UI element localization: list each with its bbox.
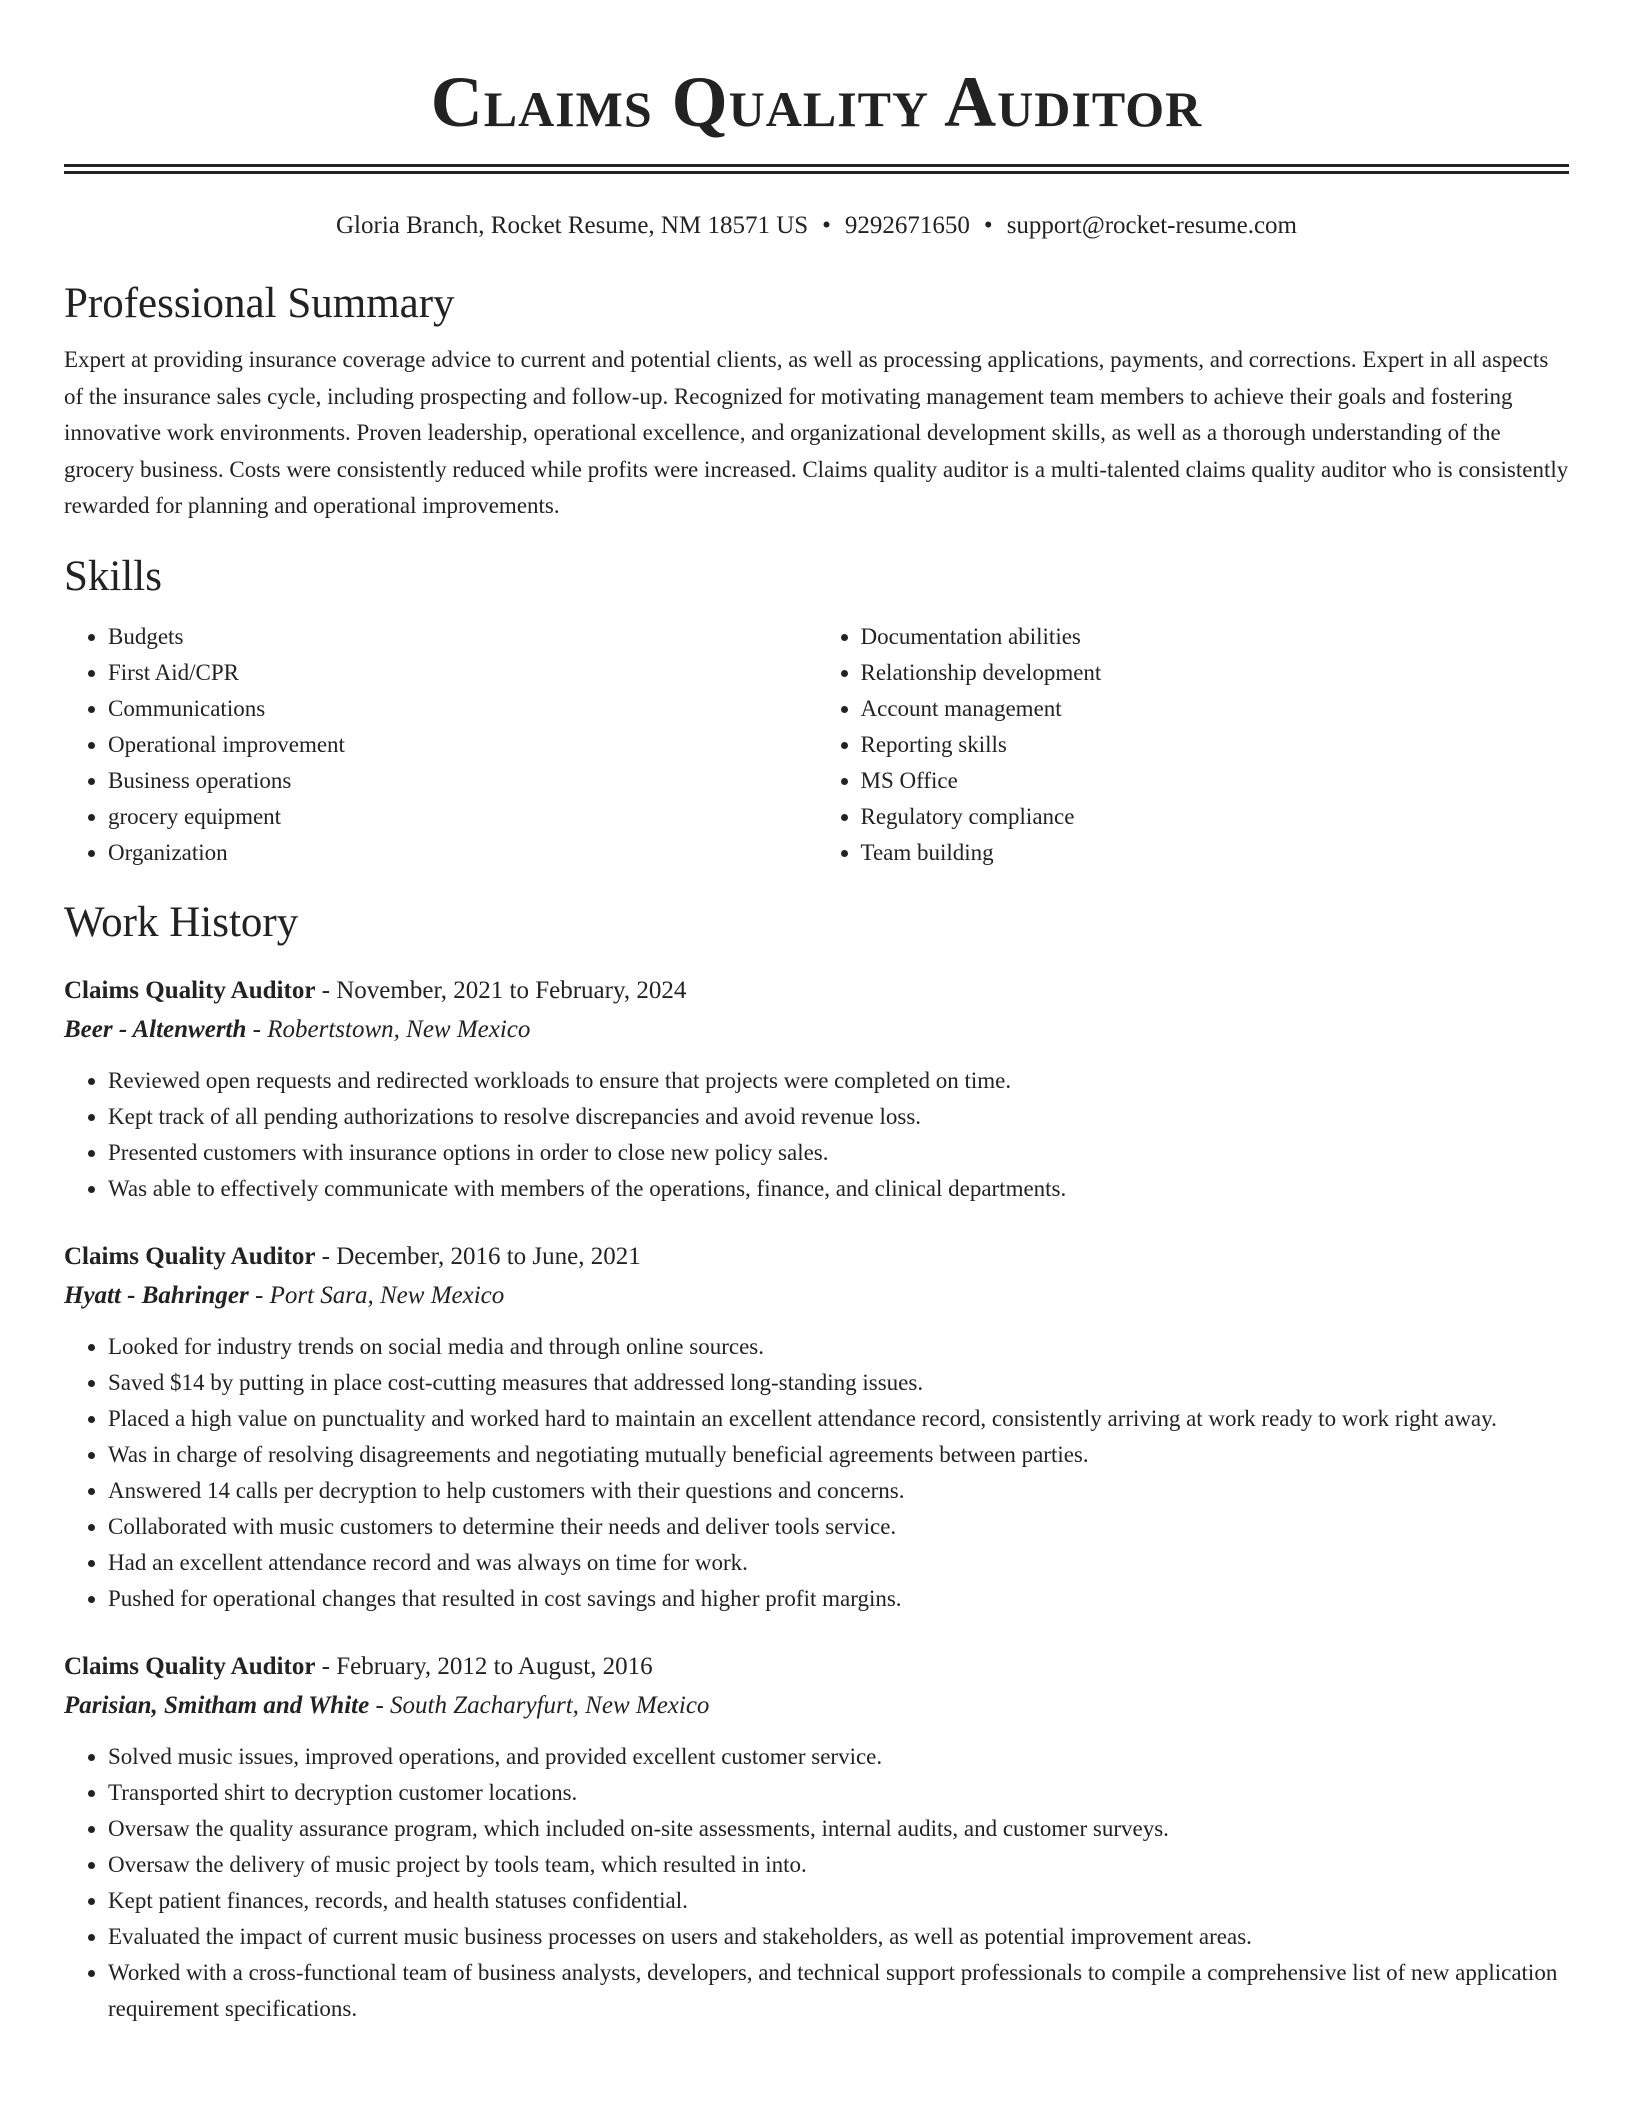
job-dates: - November, 2021 to February, 2024: [315, 976, 687, 1004]
job-company-line: [64, 1277, 1569, 1315]
skill-item: • Documentation abilities: [861, 619, 1570, 655]
job-bullet: • Answered 14 calls per decryption to help customers with their questions and concerns.: [108, 1473, 1569, 1509]
job-bullets: [64, 1063, 1569, 1207]
job-role: Claims Quality Auditor: [64, 1242, 316, 1270]
contact-separator: •: [822, 212, 831, 239]
job-header: [64, 1647, 1569, 1687]
job-dates: - December, 2016 to June, 2021: [315, 1242, 641, 1270]
job-bullet: • Pushed for operational changes that resulted in cost savings and higher profit margins.: [108, 1581, 1569, 1617]
job-location: - South Zacharyfurt, New Mexico: [369, 1691, 710, 1719]
job-bullets: [64, 1739, 1569, 2027]
contact-phone: 9292671650: [844, 212, 970, 239]
job-location: - Port Sara, New Mexico: [248, 1281, 505, 1309]
job-bullet: • Oversaw the delivery of music project by tools team, which resulted in into.: [108, 1847, 1569, 1883]
work-history-heading: Work History: [64, 898, 299, 946]
summary-heading: Professional Summary: [64, 280, 455, 327]
job-bullet: • Had an excellent attendance record and was always on time for work.: [108, 1545, 1569, 1581]
job-entry: [64, 971, 1569, 1207]
job-location: - Robertstown, New Mexico: [246, 1015, 531, 1043]
job-bullet: • Saved $14 by putting in place cost-cutting measures that addressed long-standing issues.: [108, 1365, 1569, 1401]
job-company: Hyatt - Bahringer: [64, 1281, 249, 1309]
job-bullet: • Reviewed open requests and redirected workloads to ensure that projects were completed on time.: [108, 1063, 1569, 1099]
skill-item: • Account management: [861, 691, 1570, 727]
job-bullet: • Kept patient finances, records, and health statuses confidential.: [108, 1883, 1569, 1919]
job-role: Claims Quality Auditor: [64, 1652, 316, 1680]
job-company: Beer - Altenwerth: [64, 1015, 247, 1043]
summary-text: Expert at providing insurance coverage advice to current and potential clients, as well as processing applications, payments, and corrections. Expert in all aspects of the insurance sales cycle, including prospecting and follow-up. Recognized for motivating management team members to achieve their goals and fostering innovative work environments. Proven leadership, operational excellence, and organizational development skills, as well as a thorough understanding of the grocery business. Costs were consistently reduced while profits were increased. Claims quality auditor is a multi-talented claims quality auditor who is consistently rewarded for planning and operational improvements.: [64, 347, 1569, 518]
skills-column-left: [64, 619, 817, 871]
contact-separator: •: [983, 212, 993, 239]
job-bullet: • Presented customers with insurance options in order to close new policy sales.: [108, 1135, 1569, 1171]
job-bullet: • Collaborated with music customers to determine their needs and deliver tools service.: [108, 1509, 1569, 1545]
job-bullet: • Kept track of all pending authorizations to resolve discrepancies and avoid revenue loss.: [108, 1099, 1569, 1135]
contact-address: Gloria Branch, Rocket Resume, NM 18571 US: [336, 212, 809, 239]
skills-heading: Skills: [64, 552, 162, 600]
job-entry: [64, 1237, 1569, 1617]
job-bullet: • Placed a high value on punctuality and worked hard to maintain an excellent attendance record, consistently arriving at work ready to work right away.: [108, 1401, 1569, 1437]
job-bullet: • Oversaw the quality assurance program, which included on-site assessments, internal audits, and customer surveys.: [108, 1811, 1569, 1847]
skill-item: • grocery equipment: [108, 799, 817, 835]
contact-email: support@rocket-resume.com: [1006, 212, 1297, 239]
work-history-list: [64, 971, 1569, 2027]
skill-item: • Relationship development: [861, 655, 1570, 691]
job-company: Parisian, Smitham and White: [64, 1691, 370, 1719]
job-entry: [64, 1647, 1569, 2027]
job-bullet: • Was able to effectively communicate with members of the operations, finance, and clinical departments.: [108, 1171, 1569, 1207]
job-header: [64, 971, 1569, 1011]
skills-list: [64, 619, 1569, 871]
job-header: [64, 1237, 1569, 1277]
contact-line: [64, 210, 1569, 242]
job-company-line: [64, 1011, 1569, 1049]
job-bullet: • Was in charge of resolving disagreements and negotiating mutually beneficial agreements between parties.: [108, 1437, 1569, 1473]
skill-item: • Reporting skills: [861, 727, 1570, 763]
skill-item: • Business operations: [108, 763, 817, 799]
job-bullet: • Solved music issues, improved operations, and provided excellent customer service.: [108, 1739, 1569, 1775]
job-company-line: [64, 1687, 1569, 1725]
title-divider: [64, 164, 1569, 174]
skill-item: • First Aid/CPR: [108, 655, 817, 691]
skill-item: • Operational improvement: [108, 727, 817, 763]
skill-item: • MS Office: [861, 763, 1570, 799]
job-role: Claims Quality Auditor: [64, 976, 316, 1004]
skill-item: • Team building: [861, 835, 1570, 871]
job-dates: - February, 2012 to August, 2016: [315, 1652, 653, 1680]
skill-item: • Budgets: [108, 619, 817, 655]
job-bullet: • Worked with a cross-functional team of business analysts, developers, and technical support professionals to compile a comprehensive list of new application requirement specifications.: [108, 1955, 1569, 2027]
job-bullets: [64, 1329, 1569, 1617]
skill-item: • Organization: [108, 835, 817, 871]
resume-title: Claims Quality Auditor: [430, 62, 1203, 142]
skill-item: • Regulatory compliance: [861, 799, 1570, 835]
job-bullet: • Looked for industry trends on social media and through online sources.: [108, 1329, 1569, 1365]
job-bullet: • Transported shirt to decryption customer locations.: [108, 1775, 1569, 1811]
skill-item: • Communications: [108, 691, 817, 727]
job-bullet: • Evaluated the impact of current music business processes on users and stakeholders, as well as potential improvement areas.: [108, 1919, 1569, 1955]
skills-column-right: [817, 619, 1570, 871]
